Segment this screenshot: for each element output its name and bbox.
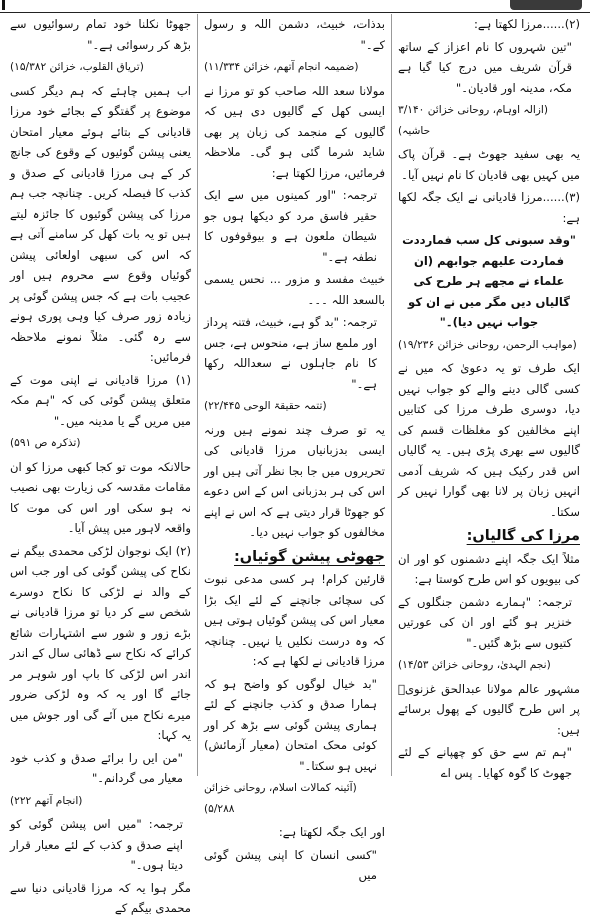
- paragraph: یہ تو صرف چند نمونے ہیں ورنہ ایسی بدزبانیاں مرزا قادیانی کی تحریروں میں جا بجا نظر آتی ہیں اور اس کی ہر بدزبانی اس کے اس دعوے کو جھوٹا قرار دیتی ہے کہ اس نے اپنے مخالفوں کو جواب نہیں دیا۔: [204, 422, 385, 539]
- paragraph: قارئین کرام! ہر کسی مدعی نبوت کی سچائی جانچنے کے لئے ایک بڑا معیار اس کی پیشن گوئیاں ہوتی ہیں کہ وہ درست نکلیں یا نہیں۔ چنانچہ مرزا قادیانی نے لکھا ہے کہ:: [204, 572, 385, 668]
- paragraph: اب ہمیں چاہئے کہ ہم دیگر کسی موضوع پر گفتگو کے بجائے خود مرزا قادیانی کے بتائے ہوئے معیار امتحان یعنی پیشن گوئیوں کے وقوع کی جانچ کر کے ہی مرزا قادیانی کے صدق و کذب کا فیصلہ کریں۔ چنانچہ جب ہم مرزا کی پیشن گوئیوں کا جائزہ لیتے ہیں تو یہ بات کھل کر سامنے آتی ہے کہ اس کی سبھی اولعائی پیشن گوئیاں وقوع سے محروم ہیں اور عجیب بات ہے کہ جس پیشن گوئی پر زیادہ زور صرف کیا وہی پوری ہونے سے رہ گئی۔ مثلاً نمونے ملاحظہ فرمائیں:: [10, 83, 191, 364]
- citation: (تذکرہ ص ۵۹۱): [10, 437, 81, 449]
- section-heading: جھوٹی پیشن گوئیاں:: [234, 548, 385, 565]
- quotation: "ہم تم سے حق کو چھپانے کے لئے جھوٹ کا گوہ کھایا۔ پس اے: [398, 745, 572, 780]
- citation: (انجام آتھم ۲۲۲): [10, 794, 83, 807]
- paragraph: مشہور عالم مولانا عبدالحق غزنویؒ پر اس طرح گالیوں کے پھول برسائے ہیں:: [398, 681, 580, 737]
- citation: (تتمہ حقیقۃ الوحی ۲۲/۴۴۵): [204, 400, 327, 412]
- citation: (مواہب الرحمن، روحانی خزائن ۱۹/۲۳۶): [398, 338, 577, 351]
- quotation: ترجمہ: "ہمارے دشمن جنگلوں کے خنزیر ہو گئے اور ان کی عورتیں کتیوں سے بڑھ گئیں۔": [398, 594, 572, 650]
- quotation: "تین شہروں کا نام اعزاز کے ساتھ قرآن شریف میں درج کیا گیا ہے مکہ، مدینہ اور قادیان۔": [398, 39, 572, 95]
- paragraph: (۲) ایک نوجوان لڑکی محمدی بیگم نے نکاح کی پیشن گوئی کی اور جب اس کے والد نے لڑکی کا نکاح دوسرے شخص سے کر دیا تو مرزا قادیانی نے بڑے زور و شور سے اشتہارات شائع کرائے کہ نکاح سے ڈھائی سال کے اندر اندر اس لڑکی کا باپ اور شوہر مر جائے گا اور یہ کہ وہ لڑکی ضرور میرے نکاح میں آئے گی اور جوش میں یہ کہا:: [10, 543, 191, 742]
- citation: (نجم الہدیٰ، روحانی خزائن ۱۴/۵۳): [398, 659, 551, 671]
- column-left: [4, 14, 198, 915]
- paragraph: (۱) مرزا قادیانی نے اپنی موت کے متعلق پیشن گوئی کی کہ "ہم مکہ میں مریں گے یا مدینہ میں۔": [10, 372, 191, 428]
- header-tab-block: [510, 0, 582, 10]
- citation: (ضمیمہ انجام آتھم، خزائن ۱۱/۳۳۴): [204, 61, 359, 73]
- quotation: "کسی انسان کا اپنی پیشن گوئی میں: [204, 847, 377, 882]
- citation: (ازالہ اوہام، روحانی خزائن ۳/۱۴۰ حاشیہ): [398, 104, 548, 137]
- paragraph: (۳)......مرزا قادیانی نے ایک جگہ لکھا ہے:: [398, 190, 580, 225]
- paragraph: (۲)......مرزا لکھتا ہے:: [473, 17, 580, 31]
- quotation: ترجمہ: "بد گو ہے، خبیث، فتنہ پرداز اور ملمع ساز ہے، منحوس ہے، جس کا نام جاہلوں نے سعداللہ رکھا ہے۔": [204, 315, 377, 391]
- paragraph: مگر ہوا یہ کہ مرزا قادیانی دنیا سے محمدی بیگم کے: [10, 880, 191, 915]
- paragraph: بدذات، خبیث، دشمن اللہ و رسول کے۔": [204, 17, 385, 52]
- paragraph: خبیث مفسد و مزور ... نحس یسمی بالسعد اللہ ۔۔۔: [204, 272, 385, 307]
- citation: (آئینہ کمالات اسلام، روحانی خزائن ۵/۲۸۸): [204, 782, 357, 815]
- header-corner-mark: [2, 0, 5, 10]
- arabic-quotation: "وقد سبونی کل سب فمارددت فماردت علیھم جوابھم (ان علماء نے مجھے ہر طرح کی گالیاں دیں مگر میں نے ان کو جواب نہیں دیا)۔": [402, 233, 576, 329]
- paragraph: مولانا سعد اللہ صاحب کو تو مرزا نے ایسی کھل کے گالیوں دی ہیں کہ گالیوں کے منجمد کی زبان پر بھی شاید شرما گئی ہو گی۔ ملاحظہ فرمائیں، مرزا لکھتا ہے:: [204, 83, 385, 180]
- column-right: [392, 14, 586, 780]
- paragraph: جھوٹا نکلنا خود تمام رسوائیوں سے بڑھ کر رسوائی ہے۔": [10, 17, 191, 52]
- quotation: "من ایں را برائے صدق و کذب خود معیار می گردانم۔": [10, 750, 183, 785]
- quotation: ترجمہ: "میں اس پیشن گوئی کو اپنے صدق و کذب کے لئے معیار قرار دیتا ہوں۔": [10, 817, 183, 872]
- column-middle: [198, 14, 392, 882]
- quotation: "بد خیال لوگوں کو واضح ہو کہ ہمارا صدق و کذب جانچنے کے لئے ہماری پیشن گوئی سے بڑھ کر اور کوئی محک امتحان (معیار آزمائش) نہیں ہو سکتا۔": [204, 676, 377, 773]
- paragraph: یہ بھی سفید جھوٹ ہے۔ قرآن پاک میں کہیں بھی قادیان کا نام نہیں آیا۔: [398, 147, 580, 182]
- three-column-text: [4, 14, 586, 915]
- paragraph: اور ایک جگہ لکھتا ہے:: [278, 825, 385, 839]
- paragraph: مثلاً ایک جگہ اپنے دشمنوں کو اور ان کی بیویوں کو اس طرح کوستا ہے:: [398, 551, 580, 586]
- citation: (تریاق القلوب، خزائن ۱۵/۳۸۲): [10, 61, 144, 73]
- paragraph: ایک طرف تو یہ دعویٰ کہ میں نے کسی گالی دینے والے کو جواب نہیں دیا، دوسری طرف مرزا کی کتابیں اپنے مخالفین کو مغلظات قسم کی گالیوں سے بھری پڑی ہیں۔ یہ گالیاں اس قدر رکیک ہیں کہ شریف آدمی انہیں زبان پر لانا بھی گوارا نہیں کر سکتا۔: [398, 361, 580, 519]
- page-header-rule: [0, 0, 590, 13]
- paragraph: حالانکہ موت تو کجا کبھی مرزا کو ان مقامات مقدسہ کی زیارت بھی نصیب نہ ہو سکی اور اس کی موت کا واقعہ لاہور میں پیش آیا۔: [10, 459, 191, 535]
- quotation: ترجمہ: "اور کمینوں میں سے ایک حقیر فاسق مرد کو دیکھا ہوں جو شیطان ملعون ہے و بیوقوفوں کا نطفہ ہے۔": [204, 188, 377, 264]
- section-heading: مرزا کی گالیاں:: [466, 528, 580, 544]
